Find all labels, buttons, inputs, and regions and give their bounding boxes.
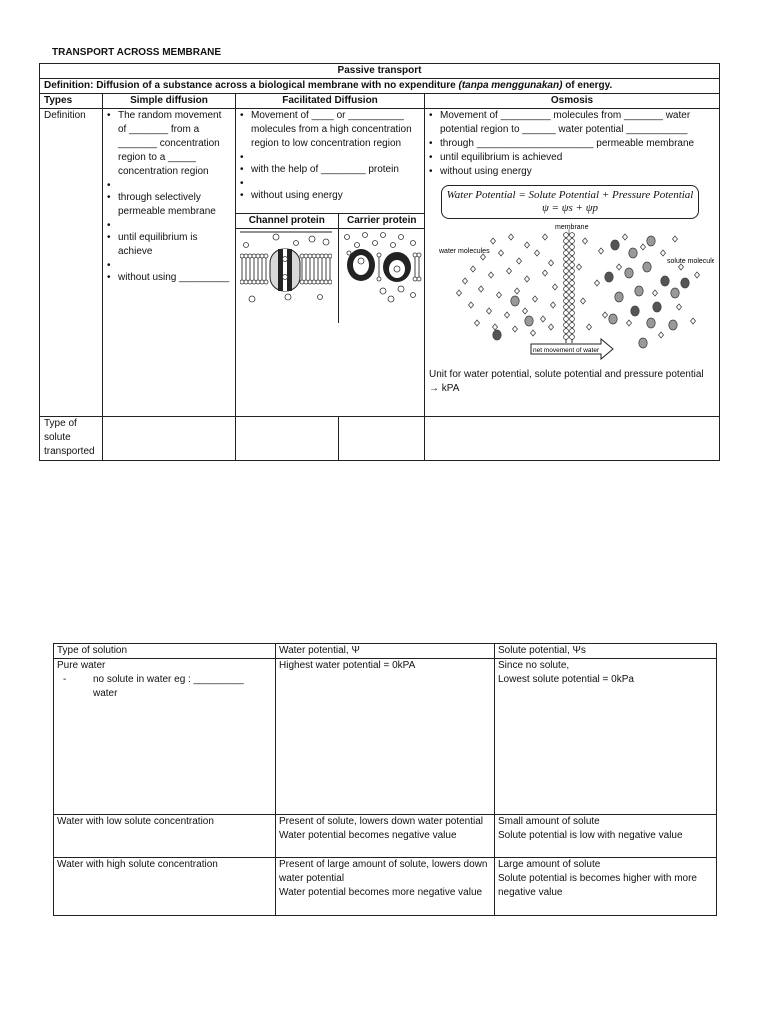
- channel-protein-diagram: [240, 231, 332, 307]
- water-molecule: [581, 298, 586, 304]
- low-solute-water-potential: [276, 815, 495, 858]
- header-osmosis: Osmosis: [425, 94, 720, 109]
- low-solute-label: Water with low solute concentration: [54, 815, 276, 858]
- high-solute-label: Water with high solute concentration: [54, 858, 276, 916]
- header-simple-diffusion: Simple diffusion: [103, 94, 236, 109]
- pure-water-solute-potential: [495, 659, 717, 815]
- membrane-head: [570, 299, 575, 304]
- water-molecule: [493, 324, 498, 330]
- membrane-head: [564, 233, 569, 238]
- solute-molecule: [631, 306, 639, 316]
- channel-protein-cell: [236, 229, 338, 324]
- solute-molecules-label: solute molecules: [667, 258, 714, 265]
- membrane-head: [570, 239, 575, 244]
- water-molecule: [509, 234, 514, 240]
- water-molecules-label: water molecules: [439, 248, 490, 255]
- membrane-head: [570, 281, 575, 286]
- pure-water-solute-line: Since no solute,: [498, 660, 570, 671]
- membrane-head: [570, 287, 575, 292]
- passive-transport-table: [39, 63, 720, 461]
- solute-molecule: [653, 302, 661, 312]
- water-molecule: [603, 312, 608, 318]
- membrane-label: membrane: [555, 224, 589, 231]
- facilitated-solute-type-cell: [236, 417, 425, 461]
- solution-potential-table: [53, 643, 717, 916]
- pure-water-solute-line: Lowest solute potential = 0kPa: [498, 674, 634, 685]
- high-solute-water-potential: [276, 858, 495, 916]
- solute-molecule: [629, 248, 637, 258]
- water-molecule: [691, 318, 696, 324]
- solute-molecule: [605, 272, 613, 282]
- water-potential-formula: Water Potential = Solute Potential + Pressure Potential: [446, 189, 694, 201]
- water-molecule: [695, 272, 700, 278]
- water-potential-symbols: ψ = ψs + ψp: [541, 202, 599, 214]
- solute-molecule: [647, 236, 655, 246]
- osmosis-point: • through _____________________ permeable membrane: [429, 137, 715, 151]
- water-molecule: [471, 266, 476, 272]
- membrane-head: [570, 275, 575, 280]
- solute-molecule: [643, 262, 651, 272]
- passive-transport-header: Passive transport: [40, 64, 720, 79]
- membrane-head: [564, 269, 569, 274]
- water-molecule: [535, 250, 540, 256]
- solute-molecule: [625, 268, 633, 278]
- simple-solute-type-cell: [103, 417, 236, 461]
- facilitated-diffusion-definition: [236, 109, 425, 417]
- osmosis-point: • until equilibrium is achieved: [429, 151, 715, 165]
- page-title: TRANSPORT ACROSS MEMBRANE: [52, 47, 222, 58]
- membrane-head: [570, 305, 575, 310]
- membrane-head: [564, 275, 569, 280]
- facilitated-point: • without using energy: [240, 189, 420, 203]
- water-molecule: [587, 324, 592, 330]
- membrane-head: [570, 257, 575, 262]
- water-molecule: [513, 326, 518, 332]
- membrane-head: [564, 287, 569, 292]
- membrane-head: [564, 263, 569, 268]
- water-molecule: [499, 250, 504, 256]
- high-solute-solute-potential: [495, 858, 717, 916]
- water-molecule: [489, 272, 494, 278]
- water-molecule: [523, 308, 528, 314]
- pure-water-cell: [54, 659, 276, 815]
- membrane-head: [564, 281, 569, 286]
- membrane-head: [570, 245, 575, 250]
- osmosis-definition: [425, 109, 720, 417]
- solute-molecule: [639, 338, 647, 348]
- water-molecule: [515, 288, 520, 294]
- water-molecule: [661, 250, 666, 256]
- water-molecule: [549, 260, 554, 266]
- membrane-head: [564, 245, 569, 250]
- solute-molecule: [635, 286, 643, 296]
- water-molecule: [505, 312, 510, 318]
- water-molecule: [475, 320, 480, 326]
- solute-molecule: [511, 296, 519, 306]
- membrane-head: [570, 269, 575, 274]
- low-water-line: Water potential becomes negative value: [279, 830, 457, 841]
- membrane-head: [570, 323, 575, 328]
- water-molecule: [659, 332, 664, 338]
- carrier-protein-cell: [338, 229, 425, 324]
- simple-point: • The random movement of _______ from a _______ concentration region to a _____ concentration region: [107, 109, 231, 179]
- membrane-head: [564, 251, 569, 256]
- water-molecule: [507, 268, 512, 274]
- water-molecule: [491, 238, 496, 244]
- membrane-head: [570, 263, 575, 268]
- membrane-head: [570, 329, 575, 334]
- simple-diffusion-definition: [103, 109, 236, 417]
- row-label-solute-type: Type of solute transported: [40, 417, 103, 461]
- water-molecule: [627, 320, 632, 326]
- header-types: Types: [40, 94, 103, 109]
- osmosis-solute-type-cell: [425, 417, 720, 461]
- pure-water-dash: -: [63, 674, 67, 685]
- solute-molecule: [611, 240, 619, 250]
- solute-molecule: [669, 320, 677, 330]
- water-molecule: [533, 296, 538, 302]
- low-solute-solute-potential: [495, 815, 717, 858]
- water-molecule: [541, 316, 546, 322]
- solute-molecule: [525, 316, 533, 326]
- header-water-potential: Water potential, Ψ: [276, 644, 495, 659]
- protein-subtable: [236, 213, 425, 323]
- water-potential-formula-box: [441, 185, 699, 219]
- water-molecule: [673, 236, 678, 242]
- low-water-line: Present of solute, lowers down water potential: [279, 816, 483, 827]
- membrane-head: [564, 293, 569, 298]
- membrane-head: [564, 311, 569, 316]
- channel-solute-type-cell: [236, 417, 338, 460]
- membrane-head: [564, 305, 569, 310]
- membrane-head: [564, 323, 569, 328]
- carrier-solute-type-cell: [338, 417, 425, 460]
- membrane-head: [570, 251, 575, 256]
- simple-point: • without using _________: [107, 271, 231, 285]
- membrane-head: [570, 311, 575, 316]
- membrane-head: [570, 335, 575, 340]
- membrane-head: [570, 233, 575, 238]
- header-type-of-solution: Type of solution: [54, 644, 276, 659]
- net-movement-label: net movement of water: [533, 347, 600, 354]
- simple-point: • through selectively permeable membrane: [107, 191, 231, 219]
- solute-molecule: [647, 318, 655, 328]
- membrane-head: [570, 317, 575, 322]
- channel-protein-label: Channel protein: [236, 214, 338, 229]
- water-molecule: [549, 324, 554, 330]
- water-molecule: [543, 270, 548, 276]
- high-water-line: Present of large amount of solute, lowers down water potential: [279, 859, 488, 884]
- membrane-head: [564, 257, 569, 262]
- osmosis-point: • without using energy: [429, 165, 715, 179]
- water-molecule: [551, 302, 556, 308]
- membrane-head: [564, 329, 569, 334]
- high-solute-line: Large amount of solute: [498, 859, 601, 870]
- pure-water-example: no solute in water eg : _________ water: [93, 674, 244, 699]
- carrier-protein-diagram: [343, 231, 423, 307]
- water-molecule: [517, 258, 522, 264]
- water-molecule: [577, 264, 582, 270]
- water-molecule: [463, 278, 468, 284]
- water-molecule: [641, 244, 646, 250]
- water-molecule: [599, 248, 604, 254]
- definition-prefix: Definition: Diffusion of a substance across a biological membrane with no expenditure: [44, 80, 459, 91]
- solute-molecule: [661, 276, 669, 286]
- water-molecule: [553, 284, 558, 290]
- water-molecule: [543, 234, 548, 240]
- membrane-head: [564, 317, 569, 322]
- water-molecule: [497, 292, 502, 298]
- water-molecule: [653, 290, 658, 296]
- water-molecule: [531, 330, 536, 336]
- pure-water-potential: Highest water potential = 0kPA: [276, 659, 495, 815]
- water-molecule: [457, 290, 462, 296]
- facilitated-point: • with the help of ________ protein: [240, 163, 420, 177]
- definition-italic: (tanpa menggunakan): [458, 80, 563, 91]
- simple-point: • until equilibrium is achieve: [107, 231, 231, 259]
- water-molecule: [479, 286, 484, 292]
- water-molecule: [617, 264, 622, 270]
- low-solute-line: Solute potential is low with negative value: [498, 830, 683, 841]
- passive-transport-definition: [40, 79, 720, 94]
- high-solute-line: Solute potential is becomes higher with more negative value: [498, 873, 697, 898]
- membrane-head: [564, 335, 569, 340]
- membrane-bilayer: [564, 233, 575, 343]
- solute-molecule: [609, 314, 617, 324]
- pure-water-label: Pure water: [57, 660, 106, 671]
- unit-note: Unit for water potential, solute potential and pressure potential → kPA: [429, 369, 704, 394]
- membrane-head: [570, 293, 575, 298]
- solute-molecule: [493, 330, 501, 340]
- solute-molecule: [615, 292, 623, 302]
- water-molecule: [487, 308, 492, 314]
- water-molecule: [595, 280, 600, 286]
- row-label-definition: Definition: [40, 109, 103, 417]
- facilitated-point: • Movement of ____ or __________ molecules from a high concentration region to low concentration region: [240, 109, 420, 151]
- water-molecule: [677, 304, 682, 310]
- definition-suffix: of energy.: [562, 80, 613, 91]
- header-facilitated-diffusion: Facilitated Diffusion: [236, 94, 425, 109]
- carrier-protein-label: Carrier protein: [338, 214, 425, 229]
- water-molecule: [525, 242, 530, 248]
- water-molecule: [583, 238, 588, 244]
- header-solute-potential: Solute potential, Ψs: [495, 644, 717, 659]
- osmosis-diagram: [429, 223, 714, 363]
- high-water-line: Water potential becomes more negative value: [279, 887, 483, 898]
- membrane-head: [564, 239, 569, 244]
- water-molecule: [469, 302, 474, 308]
- osmosis-point: • Movement of _________ molecules from _______ water potential region to ______ water potential ___________: [429, 109, 715, 137]
- solute-molecule: [671, 288, 679, 298]
- low-solute-line: Small amount of solute: [498, 816, 600, 827]
- solute-molecule: [681, 278, 689, 288]
- water-molecule: [623, 234, 628, 240]
- water-molecule: [525, 276, 530, 282]
- membrane-head: [564, 299, 569, 304]
